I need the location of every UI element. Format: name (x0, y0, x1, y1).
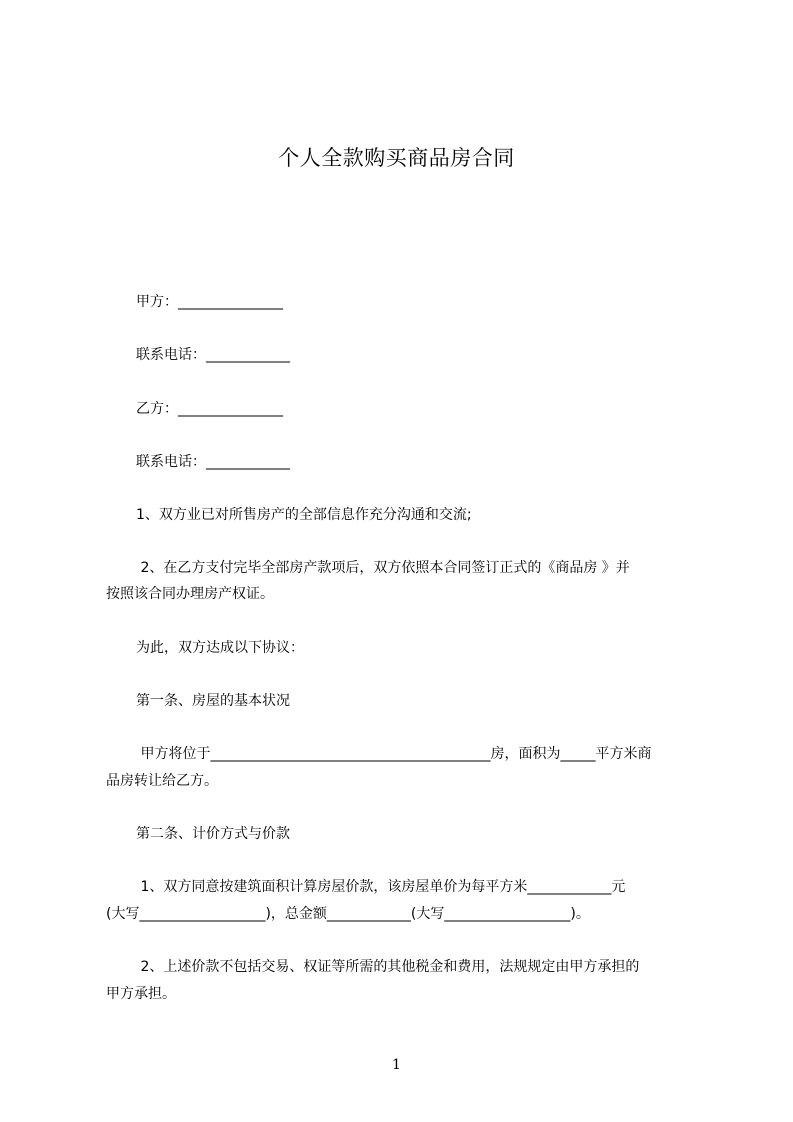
article-2-item-2-line-2: 甲方承担。 (106, 986, 176, 1002)
clause-2-line-1: 2、在乙方支付完毕全部房产款项后，双方依照本合同签订正式的《商品房 》并 (136, 560, 630, 576)
party-a-field: 甲方：_______________ (136, 294, 283, 310)
article-1-line-2: 品房转让给乙方。 (106, 773, 218, 789)
article-2-item-1-line-1: 1、双方同意按建筑面积计算房屋价款，该房屋单价为每平方米____________元 (136, 879, 626, 895)
clause-1: 1、双方业已对所售房产的全部信息作充分沟通和交流; (136, 507, 472, 523)
article-2-item-2-line-1: 2、上述价款不包括交易、权证等所需的其他税金和费用，法规规定由甲方承担的 (136, 959, 640, 975)
party-a-phone-field: 联系电话：____________ (136, 347, 290, 363)
party-b-field: 乙方：_______________ (136, 401, 283, 417)
document-title: 个人全款购买商品房合同 (278, 146, 515, 170)
clause-2-line-2: 按照该合同办理房产权证。 (106, 586, 274, 602)
article-2-item-1-line-2: (大写__________________)，总金额____________(大写__________________)。 (106, 906, 590, 922)
party-b-phone-field: 联系电话：____________ (136, 454, 290, 470)
agreement-intro: 为此，双方达成以下协议： (136, 640, 304, 656)
page-number: 1 (392, 1057, 401, 1073)
article-1-heading: 第一条、房屋的基本状况 (136, 693, 290, 709)
article-2-heading: 第二条、计价方式与价款 (136, 826, 290, 842)
article-1-line-1: 甲方将位于________________________________________房，面积为_____平方米商 (136, 746, 652, 762)
